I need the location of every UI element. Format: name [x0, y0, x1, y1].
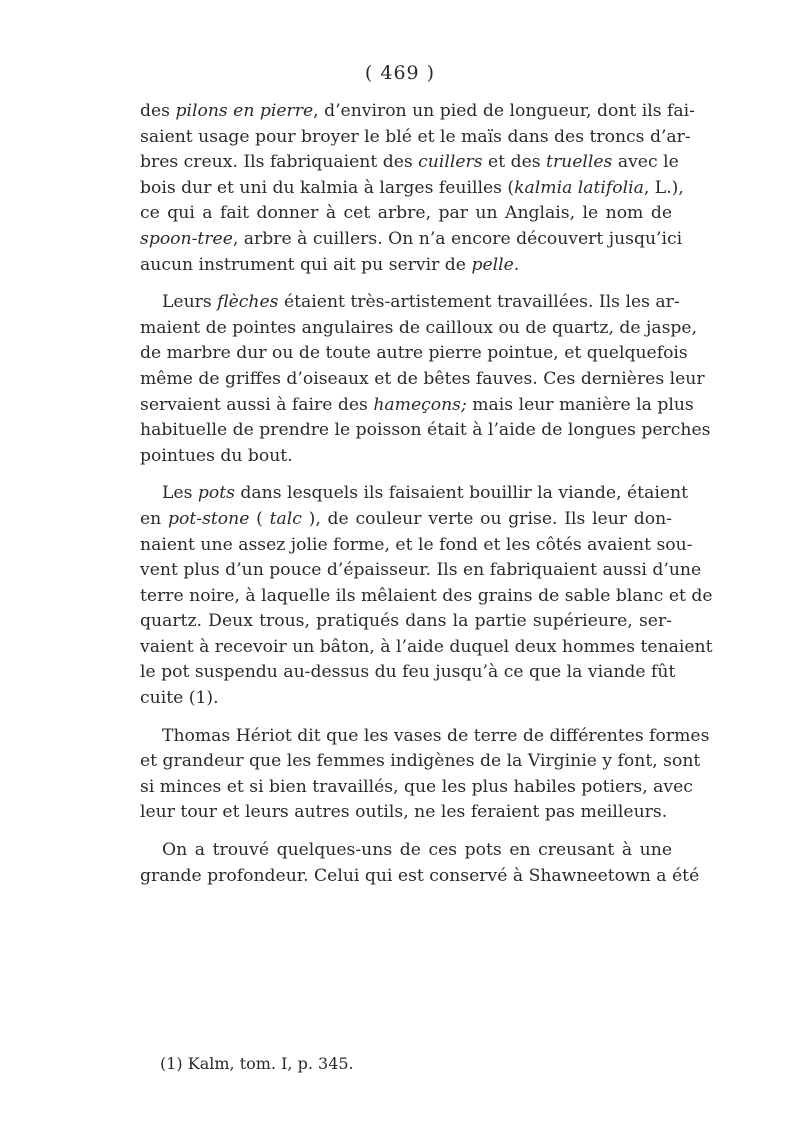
paragraph: [140, 99, 695, 278]
text-run: aucun instrument qui ait pu servir de: [140, 254, 472, 275]
text-line: [140, 99, 695, 125]
paragraph: [140, 724, 710, 826]
text-run: (: [249, 508, 270, 529]
text-run: , arbre à cuillers. On n’a encore découvert jusqu’ici: [232, 228, 683, 249]
text-run: naient une assez jolie forme, et le fond et les côtés avaient sou-: [140, 534, 693, 555]
body-text: [140, 99, 713, 901]
italic-term: spoon-tree: [140, 228, 233, 249]
italic-term: kalmia latifolia: [514, 177, 644, 198]
text-run: terre noire, à laquelle ils mêlaient des grains de sable blanc et de: [140, 585, 713, 606]
text-run: bres creux. Ils fabriquaient des: [140, 152, 419, 173]
text-run: maient de pointes angulaires de cailloux ou de quartz, de jaspe,: [140, 317, 698, 338]
text-run: même de griffes d’oiseaux et de bêtes fauves. Ces dernières leur: [140, 368, 705, 389]
footnote: (1) Kalm, tom. I, p. 345.: [160, 1054, 354, 1073]
text-line: [140, 749, 701, 775]
text-line: [140, 341, 688, 367]
text-run: , L.),: [643, 177, 684, 198]
page-number: ( 469 ): [364, 62, 436, 84]
text-line: [140, 176, 684, 202]
text-run: Leurs: [162, 292, 218, 313]
italic-term: talc: [269, 508, 302, 529]
text-run: Les: [162, 483, 198, 504]
text-run: saient usage pour broyer le blé et le maïs dans des troncs d’ar-: [140, 126, 691, 147]
text-run: bois dur et uni du kalmia à larges feuilles (: [140, 177, 515, 198]
text-run: des: [140, 101, 176, 121]
text-line: [140, 481, 688, 507]
text-line: [140, 864, 700, 890]
text-run: étaient très-artistement travaillées. Ils les ar-: [278, 292, 680, 313]
text-line: [140, 558, 702, 584]
text-line: [140, 253, 672, 279]
text-line: [140, 316, 698, 342]
text-run: grande profondeur. Celui qui est conservé à Shawneetown a été: [140, 865, 700, 886]
paragraph: [140, 290, 711, 469]
italic-term: pot-stone: [168, 508, 250, 529]
text-line: [140, 150, 679, 176]
text-run: dans lesquels ils faisaient bouillir la viande, étaient: [234, 483, 688, 504]
text-line: [140, 775, 693, 801]
text-line: [140, 609, 672, 635]
text-line: [140, 201, 672, 227]
text-run: et des: [482, 152, 547, 173]
italic-term: hameçons;: [373, 394, 467, 415]
text-line: [140, 800, 672, 826]
text-run: de marbre dur ou de toute autre pierre pointue, et quelquefois: [140, 343, 688, 364]
text-run: si minces et si bien travaillés, que les plus habiles potiers, avec: [140, 776, 693, 797]
text-line: [140, 686, 672, 712]
paragraph: [140, 838, 700, 889]
text-line: [140, 125, 691, 151]
text-line: [140, 227, 683, 253]
italic-term: truelles: [546, 152, 613, 173]
text-run: On a trouvé quelques-uns de ces pots en creusant à une: [162, 840, 672, 861]
italic-term: pelle.: [471, 254, 520, 275]
text-run: , d’environ un pied de longueur, dont ils fai-: [313, 101, 695, 121]
text-line: [140, 533, 693, 559]
text-run: vaient à recevoir un bâton, à l’aide duquel deux hommes tenaient: [140, 636, 713, 657]
text-line: [140, 660, 676, 686]
text-run: Thomas Hériot dit que les vases de terre de différentes formes: [162, 725, 710, 746]
paragraph: [140, 481, 713, 711]
text-run: vent plus d’un pouce d’épaisseur. Ils en fabriquaient aussi d’une: [140, 560, 702, 581]
text-line: [140, 507, 672, 533]
italic-term: pots: [197, 483, 235, 504]
text-run: ce qui a fait donner à cet arbre, par un Anglais, le nom de: [140, 203, 672, 224]
text-line: [140, 290, 680, 316]
text-line: [140, 393, 694, 419]
text-run: et grandeur que les femmes indigènes de la Virginie y font, sont: [140, 751, 701, 772]
text-line: [140, 444, 672, 470]
text-line: [140, 635, 713, 661]
italic-term: cuillers: [418, 152, 483, 173]
italic-term: pilons en pierre: [175, 101, 314, 121]
text-run: leur tour et leurs autres outils, ne les feraient pas meilleurs.: [140, 802, 668, 823]
text-line: [140, 838, 672, 864]
text-line: [140, 584, 713, 610]
text-run: avec le: [612, 152, 679, 173]
text-run: mais leur manière la plus: [466, 394, 694, 415]
text-run: quartz. Deux trous, pratiqués dans la partie supérieure, ser-: [140, 611, 672, 632]
text-line: [140, 418, 711, 444]
text-run: le pot suspendu au-dessus du feu jusqu’à ce que la viande fût: [140, 662, 676, 683]
text-run: servaient aussi à faire des: [140, 394, 374, 415]
text-run: cuite (1).: [140, 688, 219, 709]
italic-term: flèches: [217, 292, 279, 313]
text-line: [140, 367, 705, 393]
text-run: habituelle de prendre le poisson était à l’aide de longues perches: [140, 420, 711, 441]
text-run: ), de couleur verte ou grise. Ils leur don-: [301, 508, 672, 529]
text-line: [140, 724, 710, 750]
text-run: en: [140, 508, 168, 529]
text-run: pointues du bout.: [140, 445, 293, 466]
